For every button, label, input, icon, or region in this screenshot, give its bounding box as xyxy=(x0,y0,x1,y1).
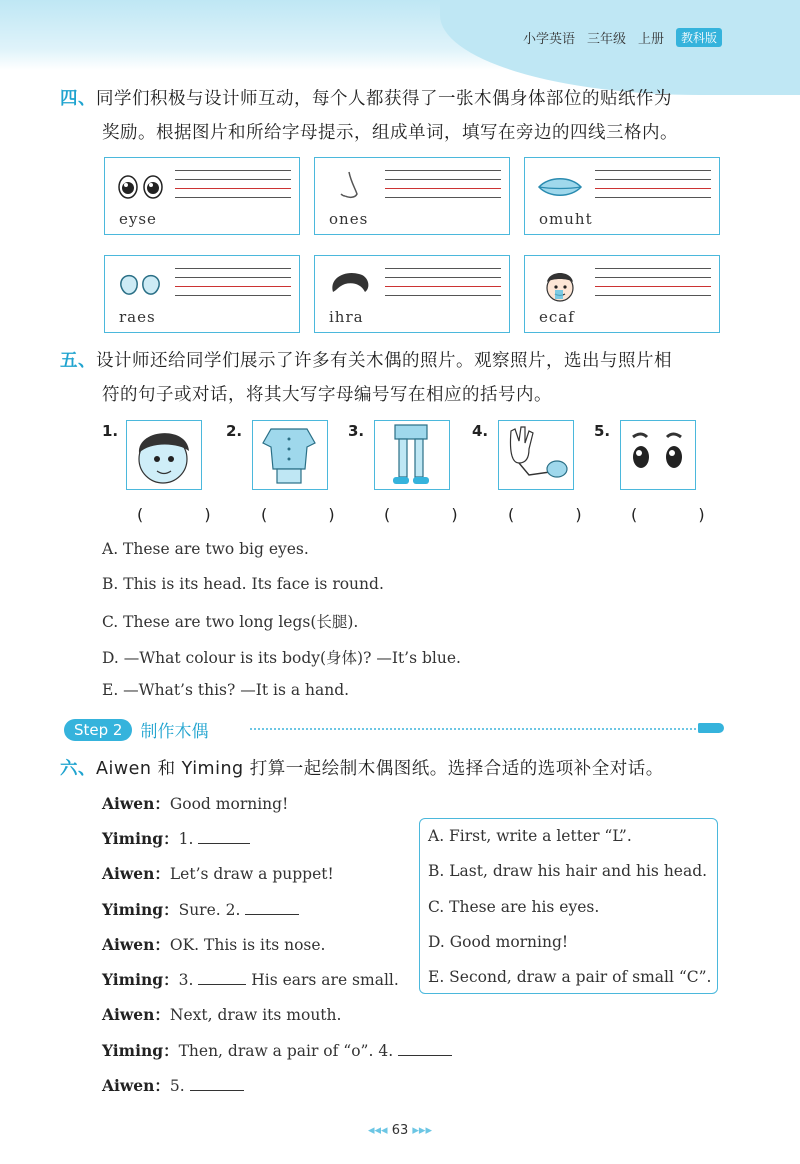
dialog-line: Yiming：3. His ears are small. xyxy=(102,970,399,989)
page-footer xyxy=(0,1123,800,1138)
section4-title: 四、同学们积极与设计师互动，每个人都获得了一张木偶身体部位的贴纸作为 xyxy=(60,89,672,109)
eyes-icon xyxy=(115,170,165,204)
section4-title-cont: 奖励。根据图片和所给字母提示，组成单词，填写在旁边的四线三格内。 xyxy=(102,123,678,143)
dialog-line: Aiwen：OK. This is its nose. xyxy=(102,935,326,954)
picture-number: 3. xyxy=(348,422,365,440)
mouth-icon xyxy=(535,170,585,204)
option-a: A. These are two big eyes. xyxy=(102,540,309,558)
dialog-line: Aiwen：Good morning! xyxy=(102,794,289,813)
answer-blank[interactable] xyxy=(245,901,299,915)
pencil-icon xyxy=(698,723,724,733)
letter-hint: omuht xyxy=(539,210,593,228)
letter-hint: raes xyxy=(119,308,156,326)
hand-icon xyxy=(499,421,572,488)
four-line-grid[interactable] xyxy=(175,170,291,206)
letter-hint: ones xyxy=(329,210,369,228)
dialog-line: Aiwen：5. xyxy=(102,1074,244,1096)
picture-frame xyxy=(374,420,450,490)
option-d: D. —What colour is its body(身体)? —It’s blue. xyxy=(102,649,461,667)
page-number: 63 xyxy=(391,1123,409,1138)
left-arrows-icon: ◂◂◂ xyxy=(368,1123,388,1138)
word-card xyxy=(104,157,300,235)
word-card xyxy=(314,157,510,235)
choice-a: A. First, write a letter “L”. xyxy=(428,827,632,845)
four-line-grid[interactable] xyxy=(385,170,501,206)
step-banner xyxy=(64,717,208,742)
letter-hint: eyse xyxy=(119,210,157,228)
letter-hint: ecaf xyxy=(539,308,575,326)
hair-icon xyxy=(325,268,375,302)
answer-blank[interactable] xyxy=(198,830,250,844)
option-c: C. These are two long legs(长腿). xyxy=(102,613,359,631)
four-line-grid[interactable] xyxy=(385,268,501,304)
ears-icon xyxy=(115,268,165,302)
word-card xyxy=(314,255,510,333)
word-card xyxy=(524,255,720,333)
option-e: E. —What’s this? —It is a hand. xyxy=(102,681,350,699)
section5-title-cont: 符的句子或对话，将其大写字母编号写在相应的括号内。 xyxy=(102,385,552,405)
letter-hint: ihra xyxy=(329,308,364,326)
choice-d: D. Good morning! xyxy=(428,933,569,951)
answer-blank[interactable] xyxy=(198,971,246,985)
word-card xyxy=(524,157,720,235)
picture-number: 1. xyxy=(102,422,119,440)
dialog-line: Yiming：Then, draw a pair of “o”. 4. xyxy=(102,1039,452,1061)
word-card xyxy=(104,255,300,333)
section5-title: 五、设计师还给同学们展示了许多有关木偶的照片。观察照片，选出与照片相 xyxy=(60,351,672,371)
grade-label: 三年级 xyxy=(586,32,626,47)
answer-parens[interactable]: ( ) xyxy=(384,505,486,524)
option-b: B. This is its head. Its face is round. xyxy=(102,575,384,593)
four-line-grid[interactable] xyxy=(595,268,711,304)
answer-parens[interactable]: ( ) xyxy=(261,505,363,524)
picture-number: 5. xyxy=(594,422,611,440)
four-line-grid[interactable] xyxy=(175,268,291,304)
subject-label: 小学英语 xyxy=(522,32,575,47)
boy-head-icon xyxy=(127,421,200,488)
answer-blank[interactable] xyxy=(398,1042,452,1056)
picture-frame xyxy=(126,420,202,490)
answer-parens[interactable]: ( ) xyxy=(508,505,610,524)
volume-label: 上册 xyxy=(637,32,664,47)
picture-frame xyxy=(620,420,696,490)
big-eyes-icon xyxy=(621,421,694,488)
choice-b: B. Last, draw his hair and his head. xyxy=(428,862,708,880)
answer-parens[interactable]: ( ) xyxy=(137,505,239,524)
edition-badge: 教科版 xyxy=(676,28,722,47)
dotted-divider xyxy=(250,728,696,730)
picture-frame xyxy=(498,420,574,490)
section6-title: 六、Aiwen 和 Yiming 打算一起绘制木偶图纸。选择合适的选项补全对话。 xyxy=(60,759,664,779)
choice-e: E. Second, draw a pair of small “C”. xyxy=(428,968,712,986)
picture-number: 2. xyxy=(226,422,243,440)
step-label: Step 2 xyxy=(64,719,132,741)
dialog-line: Aiwen：Next, draw its mouth. xyxy=(102,1005,342,1024)
dialog-line: Aiwen：Let’s draw a puppet! xyxy=(102,864,334,883)
dialog-line: Yiming：Sure. 2. xyxy=(102,898,299,920)
answer-parens[interactable]: ( ) xyxy=(631,505,733,524)
face-icon xyxy=(535,268,585,302)
step-title: 制作木偶 xyxy=(140,722,209,742)
picture-number: 4. xyxy=(472,422,489,440)
picture-frame xyxy=(252,420,328,490)
choice-c: C. These are his eyes. xyxy=(428,898,600,916)
legs-icon xyxy=(375,421,448,488)
page-header xyxy=(523,28,722,47)
nose-icon xyxy=(325,170,375,204)
choices-box xyxy=(419,818,718,994)
body-shirt-icon xyxy=(253,421,326,488)
dialog-line: Yiming：1. xyxy=(102,827,250,849)
four-line-grid[interactable] xyxy=(595,170,711,206)
right-arrows-icon: ▸▸▸ xyxy=(412,1123,432,1138)
answer-blank[interactable] xyxy=(190,1077,244,1091)
